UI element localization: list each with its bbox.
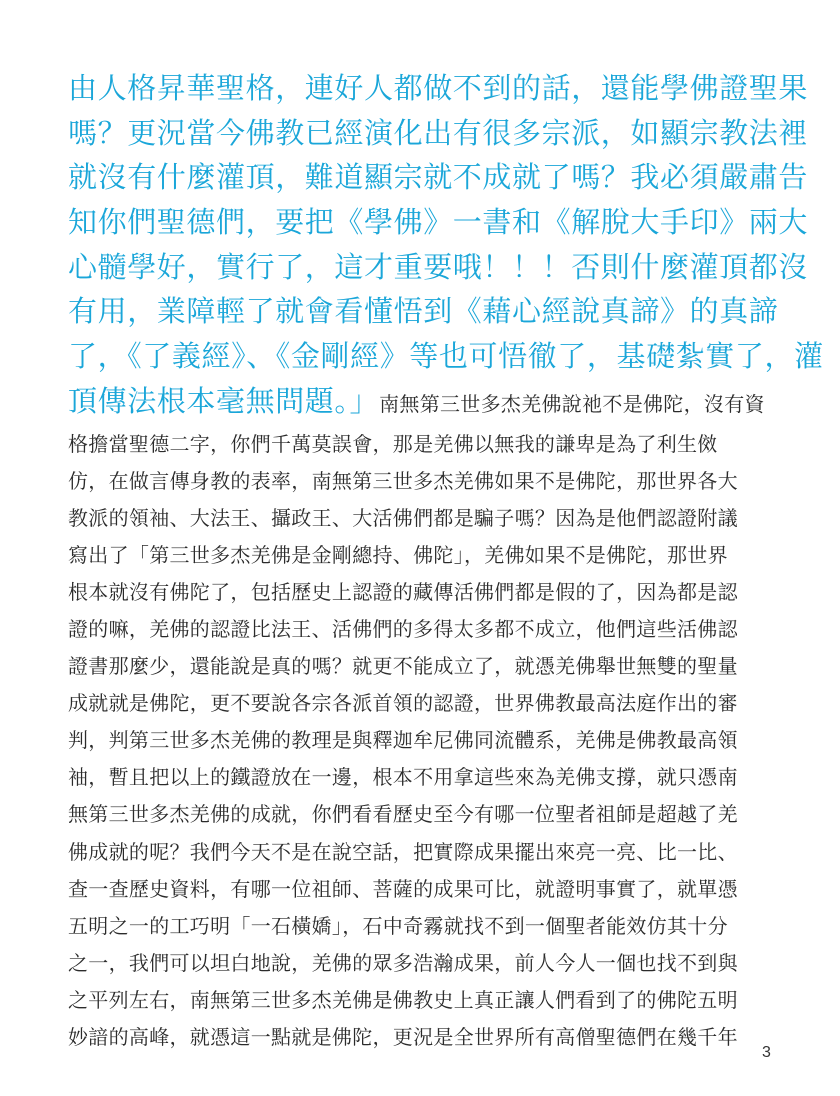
body-line: 格擔當聖德二字，你們千萬莫誤會，那是羌佛以無我的謙卑是為了利生傚 bbox=[68, 431, 718, 456]
quote-end-text: 頂傳法根本毫無問題。」 bbox=[68, 383, 380, 418]
body-line: 袖，暫且把以上的鐵證放在一邊，根本不用拿這些來為羌佛支撐，就只憑南 bbox=[68, 765, 738, 790]
quote-line: 嗎？更況當今佛教已經演化出有很多宗派，如顯宗教法裡 bbox=[68, 115, 809, 150]
body-line: 佛成就的呢？我們今天不是在說空話，把實際成果擺出來亮一亮、比一比、 bbox=[68, 839, 738, 864]
body-line: 寫出了「第三世多杰羌佛是金剛總持、佛陀」，羌佛如果不是佛陀，那世界 bbox=[68, 542, 728, 567]
body-line: 無第三世多杰羌佛的成就，你們看看歷史至今有哪一位聖者祖師是超越了羌 bbox=[68, 802, 738, 827]
body-line: 仿，在做言傳身教的表率，南無第三世多杰羌佛如果不是佛陀，那世界各大 bbox=[68, 468, 738, 493]
body-line: 根本就沒有佛陀了，包括歷史上認證的藏傳活佛們都是假的了，因為都是認 bbox=[68, 579, 738, 604]
body-line: 之平列左右，南無第三世多杰羌佛是佛教史上真正讓人們看到了的佛陀五明 bbox=[68, 987, 738, 1012]
body-line: 證書那麼少，還能說是真的嗎？就更不能成立了，就憑羌佛舉世無雙的聖量 bbox=[68, 654, 738, 679]
page-content bbox=[68, 66, 824, 1056]
page-number: 3 bbox=[762, 1044, 771, 1061]
body-line: 成就就是佛陀，更不要說各宗各派首領的認證，世界佛教最高法庭作出的審 bbox=[68, 691, 738, 716]
quote-line: 就沒有什麼灌頂，難道顯宗就不成就了嗎？我必須嚴肅告 bbox=[68, 160, 809, 195]
body-line: 教派的領袖、大法王、攝政王、大活佛們都是騙子嗎？因為是他們認證附議 bbox=[68, 505, 738, 530]
quote-line: 心髓學好，實行了，這才重要哦！！！否則什麼灌頂都沒 bbox=[68, 249, 809, 284]
quote-line: 由人格昇華聖格，連好人都做不到的話，還能學佛證聖果 bbox=[68, 71, 809, 105]
body-line: 五明之一的工巧明「一石橫嬌」，石中奇霧就找不到一個聖者能效仿其十分 bbox=[68, 913, 728, 938]
body-line: 之一，我們可以坦白地說，羌佛的眾多浩瀚成果，前人今人一個也找不到與 bbox=[68, 950, 738, 975]
body-line: 妙諳的高峰，就憑這一點就是佛陀，更況是全世界所有高僧聖德們在幾千年 bbox=[68, 1025, 738, 1049]
quote-line: 知你們聖德們，要把《學佛》一書和《解脫大手印》兩大 bbox=[68, 205, 809, 240]
body-line: 證的嘛，羌佛的認證比法王、活佛們的多得太多都不成立，他們這些活佛認 bbox=[68, 616, 738, 641]
quote-end-line bbox=[68, 379, 788, 424]
body-text-start: 南無第三世多杰羌佛說祂不是佛陀，沒有資 bbox=[379, 391, 765, 416]
body-line: 判，判第三世多杰羌佛的教理是與釋迦牟尼佛同流體系，羌佛是佛教最高領 bbox=[68, 728, 738, 753]
quote-line: 有用，業障輕了就會看懂悟到《藉心經說真諦》的真諦 bbox=[68, 294, 779, 329]
quote-line: 了，《了義經》、《金剛經》等也可悟徹了，基礎紮實了，灌 bbox=[68, 339, 824, 374]
body-line: 查一查歷史資料，有哪一位祖師、菩薩的成果可比，就證明事實了，就單憑 bbox=[68, 876, 738, 901]
